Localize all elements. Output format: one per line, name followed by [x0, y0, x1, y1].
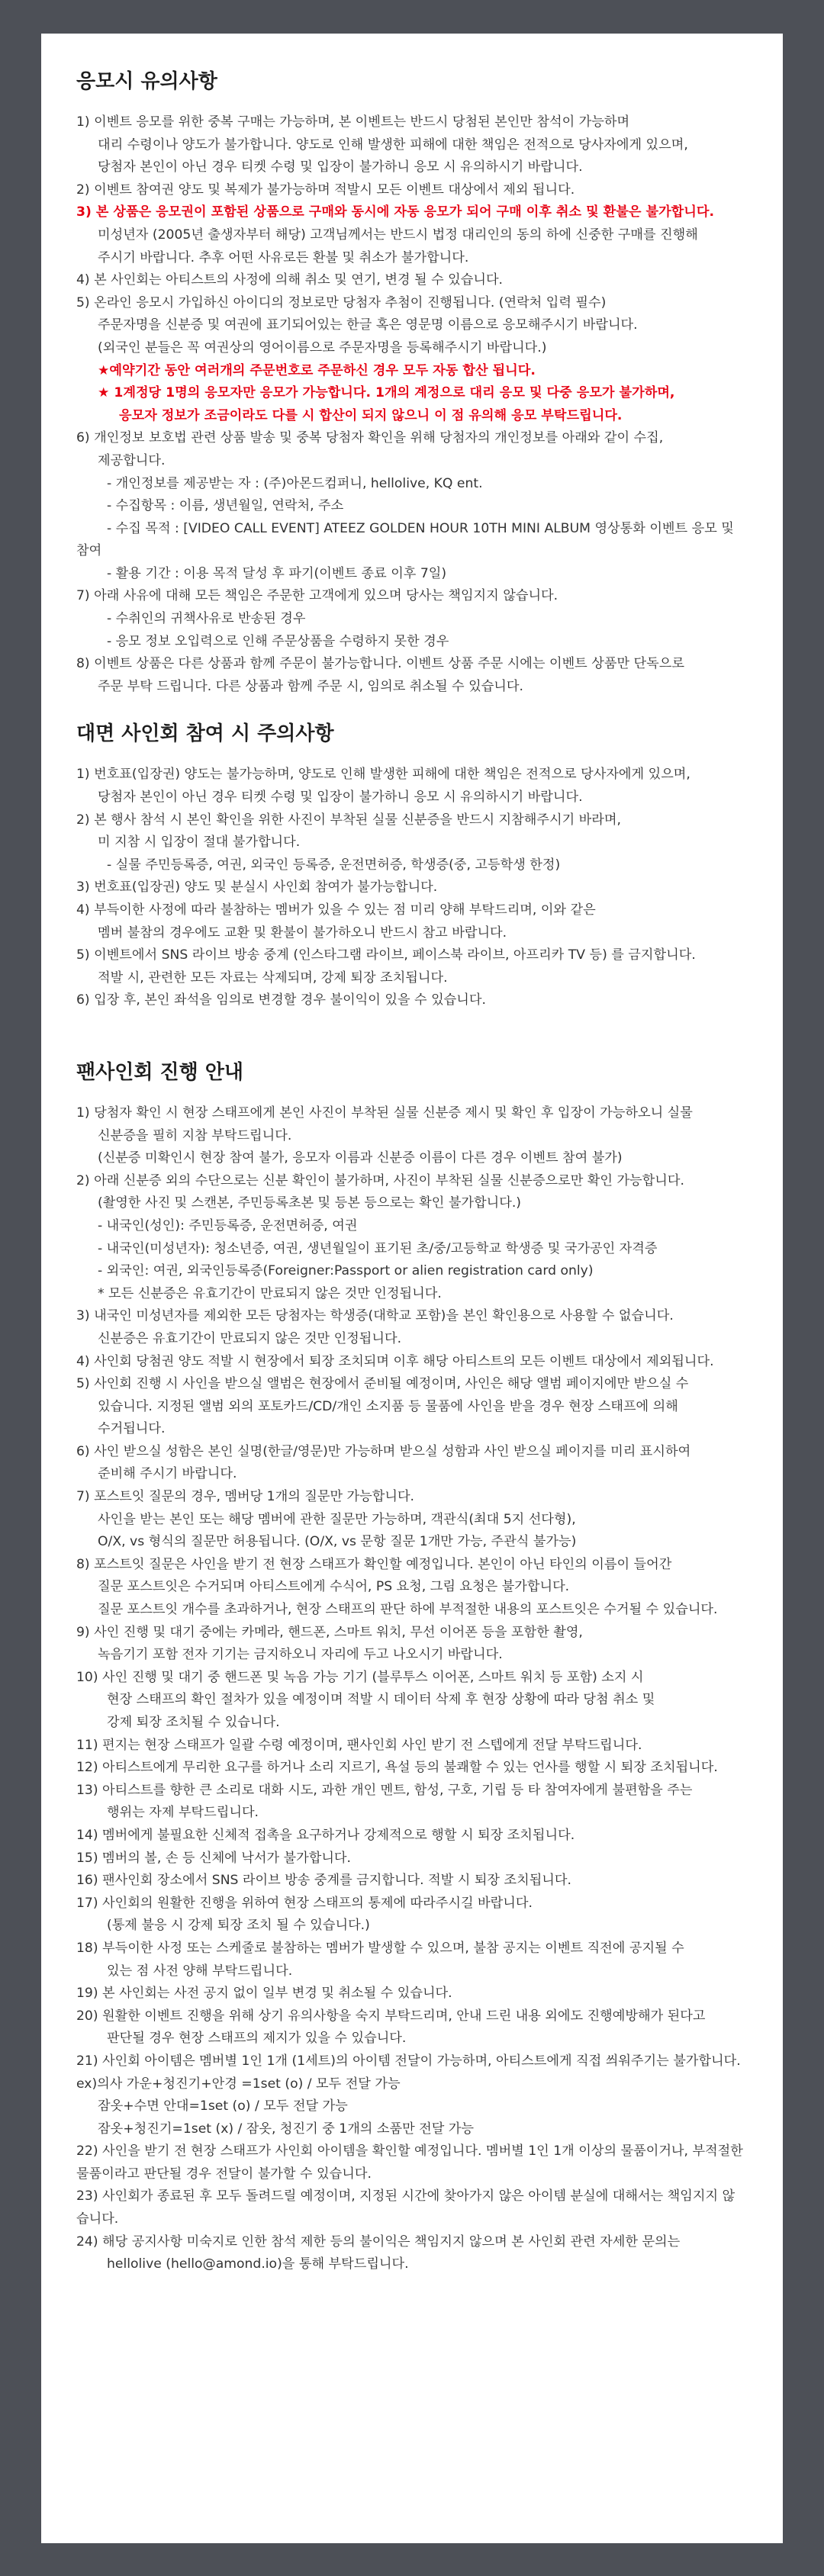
notice-line: (통제 불응 시 강제 퇴장 조치 될 수 있습니다.) — [107, 1918, 370, 1934]
notice-line: 15) 멤버의 볼, 손 등 신체에 낙서가 불가합니다. — [76, 1850, 352, 1866]
warning-line: 3) 본 상품은 응모권이 포함된 상품으로 구매와 동시에 자동 응모가 되어 구매 이후 취소 및 환불은 불가합니다. — [76, 204, 715, 220]
notice-line: 있습니다. 지정된 앨범 외의 포토카드/CD/개인 소지품 등 물품에 사인을 받을 경우 현장 스태프에 의해 — [98, 1398, 678, 1414]
notice-line: 12) 아티스트에게 무리한 요구를 하거나 소리 지르기, 욕설 등의 불쾌할 수 있는 언사를 행할 시 퇴장 조치됩니다. — [76, 1760, 718, 1776]
notice-line: O/X, vs 형식의 질문만 허용됩니다. (O/X, vs 문항 질문 1개만 가능, 주관식 불가능) — [98, 1534, 577, 1550]
notice-line: (신분증 미확인시 현장 참여 불가, 응모자 이름과 신분증 이름이 다른 경우 이벤트 참여 불가) — [98, 1150, 623, 1166]
section-title: 대면 사인회 참여 시 주의사항 — [76, 722, 334, 746]
notice-line: 1) 이벤트 응모를 위한 중복 구매는 가능하며, 본 이벤트는 반드시 당첨된 본인만 참석이 가능하며 — [76, 114, 630, 130]
notice-line: 3) 내국인 미성년자를 제외한 모든 당첨자는 학생증(대학교 포함)을 본인 확인용으로 사용할 수 없습니다. — [76, 1308, 674, 1324]
notice-line: 녹음기기 포함 전자 기기는 금지하오니 자리에 두고 나오시기 바랍니다. — [98, 1647, 503, 1663]
notice-line: - 실물 주민등록증, 여권, 외국인 등록증, 운전면허증, 학생증(중, 고등학생 한정) — [107, 857, 561, 873]
notice-line: 2) 본 행사 참석 시 본인 확인을 위한 사진이 부착된 실물 신분증을 반드시 지참해주시기 바라며, — [76, 812, 621, 828]
notice-line: 적발 시, 관련한 모든 자료는 삭제되며, 강제 퇴장 조치됩니다. — [98, 970, 448, 986]
notice-line: 23) 사인회가 종료된 후 모두 돌려드릴 예정이며, 지정된 시간에 찾아가지 않은 아이템 분실에 대해서는 책임지지 않 — [76, 2188, 735, 2205]
notice-line: 7) 아래 사유에 대해 모든 책임은 주문한 고객에게 있으며 당사는 책임지지 않습니다. — [76, 588, 558, 604]
notice-line: 현장 스태프의 확인 절차가 있을 예정이며 적발 시 데이터 삭제 후 현장 상황에 따라 당첨 취소 및 — [107, 1692, 655, 1708]
notice-line: * 모든 신분증은 유효기간이 만료되지 않은 것만 인정됩니다. — [98, 1285, 442, 1301]
notice-line: 6) 사인 받으실 성함은 본인 실명(한글/영문)만 가능하며 받으실 성함과 사인 받으실 페이지를 미리 표시하여 — [76, 1443, 691, 1459]
notice-line: - 수취인의 귀책사유로 반송된 경우 — [107, 611, 306, 627]
notice-line: 미 지참 시 입장이 절대 불가합니다. — [98, 835, 301, 851]
notice-line: ex)의사 가운+청진기+안경 =1set (o) / 모두 전달 가능 — [76, 2076, 401, 2092]
notice-line: 4) 본 사인회는 아티스트의 사정에 의해 취소 및 연기, 변경 될 수 있습니다. — [76, 272, 504, 288]
notice-line: 5) 사인회 진행 시 사인을 받으실 앨범은 현장에서 준비될 예정이며, 사인은 해당 앨범 페이지에만 받으실 수 — [76, 1376, 689, 1392]
notice-line: 2) 이벤트 참여권 양도 및 복제가 불가능하며 적발시 모든 이벤트 대상에서 제외 됩니다. — [76, 182, 575, 198]
notice-line: 14) 멤버에게 불필요한 신체적 접촉을 요구하거나 강제적으로 행할 시 퇴장 조치됩니다. — [76, 1827, 575, 1843]
notice-section — [76, 721, 755, 1012]
notice-line: 사인을 받는 본인 또는 해당 멤버에 관한 질문만 가능하며, 객관식(최대 5지 선다형), — [98, 1511, 576, 1527]
notice-line: 3) 번호표(입장권) 양도 및 분실시 사인회 참여가 불가능합니다. — [76, 880, 438, 896]
notice-line: 질문 포스트잇은 수거되며 아티스트에게 수식어, PS 요청, 그림 요청은 불가합니다. — [98, 1579, 570, 1595]
section-title: 응모시 유의사항 — [76, 70, 217, 93]
notice-line: 8) 포스트잇 질문은 사인을 받기 전 현장 스태프가 확인할 예정입니다. 본인이 아닌 타인의 이름이 들어간 — [76, 1556, 672, 1572]
warning-line: ★ 1계정당 1명의 응모자만 응모가 가능합니다. 1개의 계정으로 대리 응모 및 다중 응모가 불가하며, — [98, 385, 675, 401]
notice-line: 5) 온라인 응모시 가입하신 아이디의 정보로만 당첨자 추첨이 진행됩니다. (연락처 입력 필수) — [76, 294, 607, 310]
notice-line: 미성년자 (2005년 출생자부터 해당) 고객님께서는 반드시 법정 대리인의 동의 하에 신중한 구매를 진행해 — [98, 227, 698, 243]
notice-line: 주문 부탁 드립니다. 다른 상품과 함께 주문 시, 임의로 취소될 수 있습니다. — [98, 678, 523, 694]
notice-line: 잠옷+청진기=1set (x) / 잠옷, 청진기 중 1개의 소품만 전달 가능 — [98, 2121, 475, 2137]
notice-line: 신분증을 필히 지참 부탁드립니다. — [98, 1127, 292, 1143]
notice-line: 1) 당첨자 확인 시 현장 스태프에게 본인 사진이 부착된 실물 신분증 제시 및 확인 후 입장이 가능하오니 실물 — [76, 1105, 693, 1121]
notice-line: 20) 원활한 이벤트 진행을 위해 상기 유의사항을 숙지 부탁드리며, 안내 드린 내용 외에도 진행예방해가 된다고 — [76, 2008, 706, 2024]
notice-line: 대리 수령이나 양도가 불가합니다. 양도로 인해 발생한 피해에 대한 책임은 전적으로 당사자에게 있으며, — [98, 137, 688, 153]
notice-line: (촬영한 사진 및 스캔본, 주민등록초본 및 등본 등으로는 확인 불가합니다.) — [98, 1195, 522, 1211]
notice-line: 6) 입장 후, 본인 좌석을 임의로 변경할 경우 불이익이 있을 수 있습니다. — [76, 992, 486, 1008]
notice-line: 수거됩니다. — [98, 1421, 166, 1437]
notice-line: - 내국인(성인): 주민등록증, 운전면허증, 여권 — [98, 1217, 358, 1233]
notice-line: 주시기 바랍니다. 추후 어떤 사유로든 환불 및 취소가 불가합니다. — [98, 249, 469, 265]
warning-line: ★예약기간 동안 여러개의 주문번호로 주문하신 경우 모두 자동 합산 됩니다. — [98, 362, 536, 378]
notice-line: 24) 해당 공지사항 미숙지로 인한 참석 제한 등의 불이익은 책임지지 않으며 본 사인회 관련 자세한 문의는 — [76, 2233, 681, 2250]
notice-line: 11) 편지는 현장 스태프가 일괄 수령 예정이며, 팬사인회 사인 받기 전 스텝에게 전달 부탁드립니다. — [76, 1737, 642, 1753]
notice-line: 당첨자 본인이 아닌 경우 티켓 수령 및 입장이 불가하니 응모 시 유의하시기 바랍니다. — [98, 159, 583, 175]
notice-line: 9) 사인 진행 및 대기 중에는 카메라, 핸드폰, 스마트 워치, 무선 이어폰 등을 포함한 촬영, — [76, 1624, 583, 1640]
notice-line: 17) 사인회의 원활한 진행을 위하여 현장 스태프의 통제에 따라주시길 바랍니다. — [76, 1895, 533, 1911]
notice-line: 13) 아티스트를 향한 큰 소리로 대화 시도, 과한 개인 멘트, 함성, 구호, 기립 등 타 참여자에게 불편함을 주는 — [76, 1782, 693, 1798]
notice-line: - 외국인: 여권, 외국인등록증(Foreigner:Passport or alien registration card only) — [98, 1263, 594, 1279]
notice-line: 21) 사인회 아이템은 멤버별 1인 1개 (1세트)의 아이템 전달이 가능하며, 아티스트에게 직접 씌워주기는 불가합니다. — [76, 2053, 741, 2069]
notice-line: 제공합니다. — [98, 452, 166, 468]
warning-line: 응모자 정보가 조금이라도 다를 시 합산이 되지 않으니 이 점 유의해 응모 부탁드립니다. — [119, 407, 623, 423]
notice-line: 5) 이벤트에서 SNS 라이브 방송 중계 (인스타그램 라이브, 페이스북 라이브, 아프리카 TV 등) 를 금지합니다. — [76, 947, 696, 963]
notice-line: 7) 포스트잇 질문의 경우, 멤버당 1개의 질문만 가능합니다. — [76, 1489, 415, 1505]
notice-line: 주문자명을 신분증 및 여권에 표기되어있는 한글 혹은 영문명 이름으로 응모해주시기 바랍니다. — [98, 317, 638, 333]
notice-line: - 내국인(미성년자): 청소년증, 여권, 생년월일이 표기된 초/중/고등학교 학생증 및 국가공인 자격증 — [98, 1240, 658, 1256]
notice-document — [41, 34, 783, 2543]
notice-line: - 개인정보를 제공받는 자 : (주)아몬드컴퍼니, hellolive, KQ ent. — [107, 475, 483, 491]
section-title: 팬사인회 진행 안내 — [76, 1060, 244, 1084]
notice-line: 19) 본 사인회는 사전 공지 없이 일부 변경 및 취소될 수 있습니다. — [76, 1986, 452, 2002]
notice-line: 잠옷+수면 안대=1set (o) / 모두 전달 가능 — [98, 2098, 348, 2115]
notice-line: 10) 사인 진행 및 대기 중 핸드폰 및 녹음 가능 기기 (블루투스 이어폰, 스마트 워치 등 포함) 소지 시 — [76, 1669, 644, 1685]
notice-line: 4) 부득이한 사정에 따라 불참하는 멤버가 있을 수 있는 점 미리 양해 부탁드리며, 이와 같은 — [76, 902, 596, 918]
notice-line: - 활용 기간 : 이용 목적 달성 후 파기(이벤트 종료 이후 7일) — [107, 565, 447, 581]
notice-line: 8) 이벤트 상품은 다른 상품과 함께 주문이 불가능합니다. 이벤트 상품 주문 시에는 이벤트 상품만 단독으로 — [76, 656, 684, 672]
notice-line: 22) 사인을 받기 전 현장 스태프가 사인회 아이템을 확인할 예정입니다. 멤버별 1인 1개 이상의 물품이거나, 부적절한 — [76, 2143, 743, 2160]
notice-line: 멤버 불참의 경우에도 교환 및 환불이 불가하오니 반드시 참고 바랍니다. — [98, 925, 507, 941]
notice-section — [76, 69, 755, 698]
notice-line: (외국인 분들은 꼭 여권상의 영어이름으로 주문자명을 등록해주시기 바랍니다.) — [98, 339, 547, 355]
notice-line: 습니다. — [76, 2211, 119, 2227]
notice-line: 1) 번호표(입장권) 양도는 불가능하며, 양도로 인해 발생한 피해에 대한 책임은 전적으로 당사자에게 있으며, — [76, 767, 690, 783]
notice-line: 6) 개인정보 보호법 관련 상품 발송 및 중복 당첨자 확인을 위해 당첨자의 개인정보를 아래와 같이 수집, — [76, 430, 664, 446]
notice-line: 2) 아래 신분증 외의 수단으로는 신분 확인이 불가하며, 사진이 부착된 실물 신분증으로만 확인 가능합니다. — [76, 1172, 684, 1188]
notice-line: 판단될 경우 현장 스태프의 제지가 있을 수 있습니다. — [107, 2031, 407, 2047]
notice-line: 행위는 자제 부탁드립니다. — [107, 1805, 259, 1821]
notice-line: 4) 사인회 당첨권 양도 적발 시 현장에서 퇴장 조치되며 이후 해당 아티스트의 모든 이벤트 대상에서 제외됩니다. — [76, 1353, 714, 1369]
notice-line: 있는 점 사전 양해 부탁드립니다. — [107, 1963, 293, 1979]
notice-line: 신분증은 유효기간이 만료되지 않은 것만 인정됩니다. — [98, 1330, 402, 1346]
notice-line: 당첨자 본인이 아닌 경우 티켓 수령 및 입장이 불가하니 응모 시 유의하시기 바랍니다. — [98, 790, 583, 806]
notice-line: 16) 팬사인회 장소에서 SNS 라이브 방송 중계를 금지합니다. 적발 시 퇴장 조치됩니다. — [76, 1873, 571, 1889]
notice-line: - 응모 정보 오입력으로 인해 주문상품을 수령하지 못한 경우 — [107, 633, 449, 649]
notice-line: 준비해 주시기 바랍니다. — [98, 1466, 237, 1482]
notice-line: - 수집 목적 : [VIDEO CALL EVENT] ATEEZ GOLDEN HOUR 10TH MINI ALBUM 영상통화 이벤트 응모 및 — [107, 520, 734, 536]
notice-line: - 수집항목 : 이름, 생년월일, 연락처, 주소 — [107, 498, 344, 514]
notice-line: 18) 부득이한 사정 또는 스케줄로 불참하는 멤버가 발생할 수 있으며, 불참 공지는 이벤트 직전에 공지될 수 — [76, 1940, 684, 1956]
notice-section — [76, 1060, 755, 2276]
notice-line: 참여 — [76, 543, 102, 559]
notice-line: 질문 포스트잇 개수를 초과하거나, 현장 스태프의 판단 하에 부적절한 내용의 포스트잇은 수거될 수 있습니다. — [98, 1602, 718, 1618]
notice-line: 강제 퇴장 조치될 수 있습니다. — [107, 1715, 280, 1730]
notice-line: 물품이라고 판단될 경우 전달이 불가할 수 있습니다. — [76, 2166, 372, 2182]
notice-line: hellolive (hello@amond.io)을 통해 부탁드립니다. — [107, 2256, 409, 2272]
